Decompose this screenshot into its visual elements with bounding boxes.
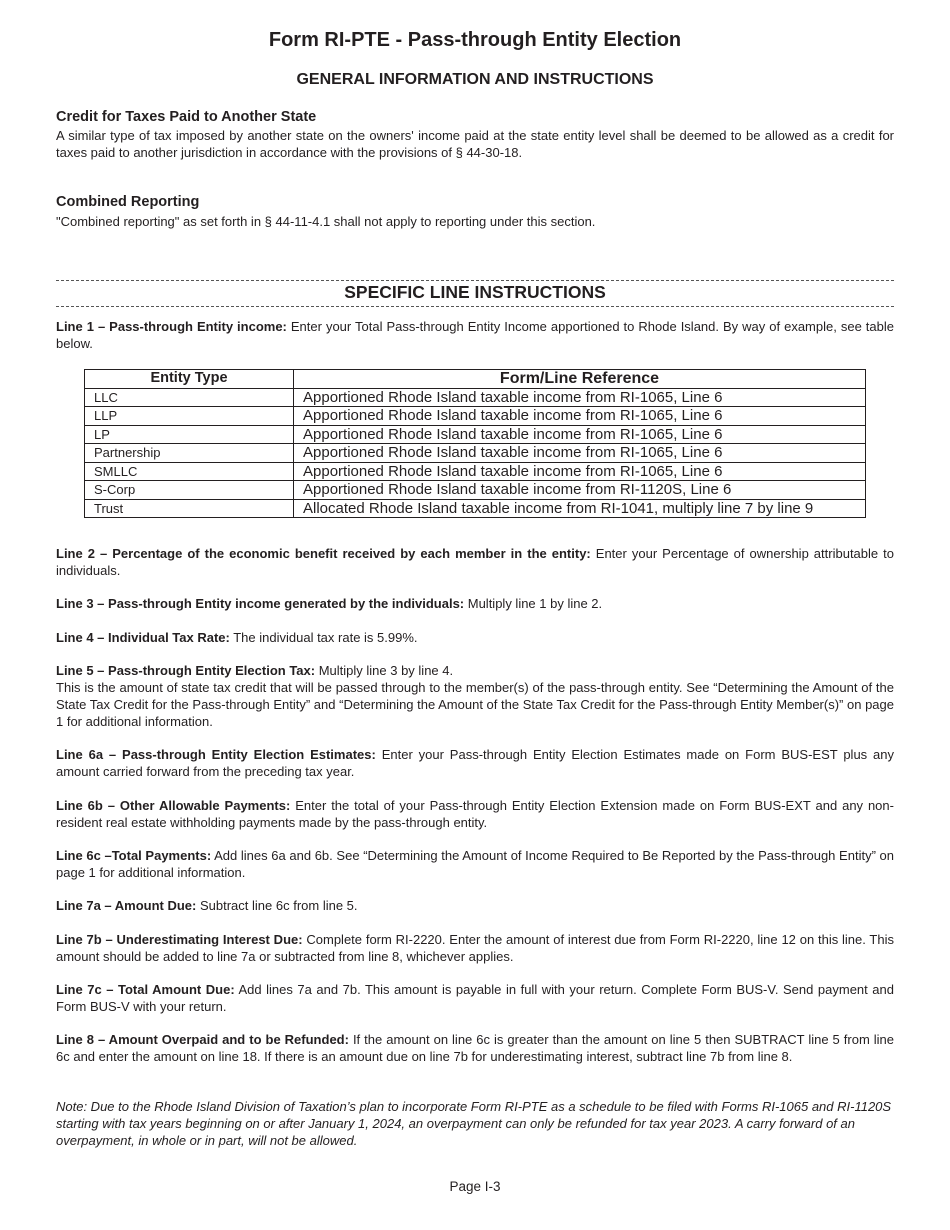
divider-top (56, 280, 894, 281)
page-number: Page I-3 (449, 1179, 501, 1194)
line7a-label: Line 7a – Amount Due: (56, 898, 197, 913)
line6c-text: Add lines 6a and 6b. See “Determining the Amount of Income Required to Be Reported by the Pass-through Entity” on page 1 for additional information. (56, 848, 894, 880)
reference-cell: Apportioned Rhode Island taxable income from RI-1065, Line 6 (294, 407, 866, 426)
reference-cell: Apportioned Rhode Island taxable income from RI-1065, Line 6 (294, 462, 866, 481)
page-subtitle: GENERAL INFORMATION AND INSTRUCTIONS (296, 71, 654, 88)
line6a-label: Line 6a – Pass-through Entity Election Estimates: (56, 747, 376, 762)
entity-type-cell: LLP (85, 407, 294, 426)
reference-cell: Apportioned Rhode Island taxable income from RI-1120S, Line 6 (294, 481, 866, 500)
line6c-instruction (56, 847, 894, 881)
line5-label: Line 5 – Pass-through Entity Election Tax: (56, 663, 316, 678)
divider-bottom (56, 306, 894, 307)
reference-cell: Apportioned Rhode Island taxable income from RI-1065, Line 6 (294, 425, 866, 444)
line7a-text: Subtract line 6c from line 5. (196, 898, 358, 913)
specific-heading: SPECIFIC LINE INSTRUCTIONS (344, 282, 606, 302)
table-row (85, 462, 866, 481)
credit-heading: Credit for Taxes Paid to Another State (56, 109, 317, 125)
header-form-line-reference: Form/Line Reference (294, 370, 866, 389)
entity-type-cell: S-Corp (85, 481, 294, 500)
line7c-label: Line 7c – Total Amount Due: (56, 982, 235, 997)
line7b-label: Line 7b – Underestimating Interest Due: (56, 932, 303, 947)
line2-label: Line 2 – Percentage of the economic benefit received by each member in the entity: (56, 546, 591, 561)
line1-instruction (56, 318, 894, 352)
table-row (85, 425, 866, 444)
table-row (85, 444, 866, 463)
entity-type-cell: SMLLC (85, 462, 294, 481)
line6a-instruction (56, 746, 894, 780)
line4-instruction (56, 629, 894, 646)
entity-type-cell: Trust (85, 499, 294, 518)
line5-detail: This is the amount of state tax credit that will be passed through to the member(s) of the pass-through entity. See “Determining the Amount of the State Tax Credit for the Pass-through Entity” and “Determining the Amount of the State Tax Credit for the Pass-through Entity Member(s)” on page 1 for additional information. (56, 680, 894, 729)
line5-text: Multiply line 3 by line 4. (315, 663, 454, 678)
table-row (85, 481, 866, 500)
line7c-instruction (56, 981, 894, 1015)
reference-cell: Apportioned Rhode Island taxable income from RI-1065, Line 6 (294, 388, 866, 407)
line6b-instruction (56, 797, 894, 831)
header-entity-type: Entity Type (85, 370, 294, 389)
line3-text: Multiply line 1 by line 2. (464, 596, 603, 611)
line8-instruction (56, 1031, 894, 1065)
line6a-text: Enter your Pass-through Entity Election Estimates made on Form BUS-EST plus any amount carried forward from the preceding tax year. (56, 747, 894, 779)
line2-text: Enter your Percentage of ownership attributable to individuals. (56, 546, 894, 578)
overpayment-note: Note: Due to the Rhode Island Division of Taxation’s plan to incorporate Form RI-PTE as a schedule to be filed with Forms RI-1065 and RI-1120S starting with tax years beginning on or after January 1, 2024, an overpayment can only be refunded for tax year 2023. A carry forward of an overpayment, in whole or in part, will not be allowed. (56, 1099, 892, 1148)
line4-text: The individual tax rate is 5.99%. (229, 630, 418, 645)
line2-instruction (56, 545, 894, 579)
line8-text: If the amount on line 6c is greater than the amount on line 5 then SUBTRACT line 5 from line 6c and enter the amount on line 18. If there is an amount due on line 7b for underestimating interest, subtract line 7b from line 8. (56, 1032, 895, 1064)
line3-instruction (56, 595, 894, 612)
table-row (85, 388, 866, 407)
credit-text: A similar type of tax imposed by another state on the owners' income paid at the state entity level shall be deemed to be allowed as a credit for taxes paid to another jurisdiction in accordance with the provisions of § 44-30-18. (56, 128, 894, 160)
page-title: Form RI-PTE - Pass-through Entity Election (268, 29, 682, 51)
line5-instruction (56, 662, 894, 730)
line7b-instruction (56, 931, 894, 965)
reference-cell: Allocated Rhode Island taxable income from RI-1041, multiply line 7 by line 9 (294, 499, 866, 518)
line1-text: Enter your Total Pass-through Entity Income apportioned to Rhode Island. By way of example, see table below. (56, 319, 894, 351)
line6b-text: Enter the total of your Pass-through Entity Election Extension made on Form BUS-EXT and any non-resident real estate withholding payments made by the pass-through entity. (56, 798, 894, 830)
line3-label: Line 3 – Pass-through Entity income generated by the individuals: (56, 596, 465, 611)
reference-cell: Apportioned Rhode Island taxable income from RI-1065, Line 6 (294, 444, 866, 463)
entity-type-cell: LLC (85, 388, 294, 407)
line7b-text: Complete form RI-2220. Enter the amount of interest due from Form RI-2220, line 12 on this line. This amount should be added to line 7a or subtracted from line 8, whichever applies. (56, 932, 894, 964)
line4-label: Line 4 – Individual Tax Rate: (56, 630, 230, 645)
entity-type-cell: LP (85, 425, 294, 444)
line1-label: Line 1 – Pass-through Entity income: (56, 319, 287, 334)
line7c-text: Add lines 7a and 7b. This amount is payable in full with your return. Complete Form BUS-V. Send payment and Form BUS-V with your return. (56, 982, 894, 1014)
line6c-label: Line 6c –Total Payments: (56, 848, 212, 863)
entity-type-cell: Partnership (85, 444, 294, 463)
line7a-instruction (56, 897, 894, 914)
entity-reference-table (84, 369, 866, 518)
table-header-row (85, 370, 866, 389)
combined-text: "Combined reporting" as set forth in § 44-11-4.1 shall not apply to reporting under this section. (56, 214, 596, 229)
line8-label: Line 8 – Amount Overpaid and to be Refunded: (56, 1032, 349, 1047)
combined-heading: Combined Reporting (56, 194, 200, 210)
table-row (85, 407, 866, 426)
line6b-label: Line 6b – Other Allowable Payments: (56, 798, 291, 813)
table-row (85, 499, 866, 518)
